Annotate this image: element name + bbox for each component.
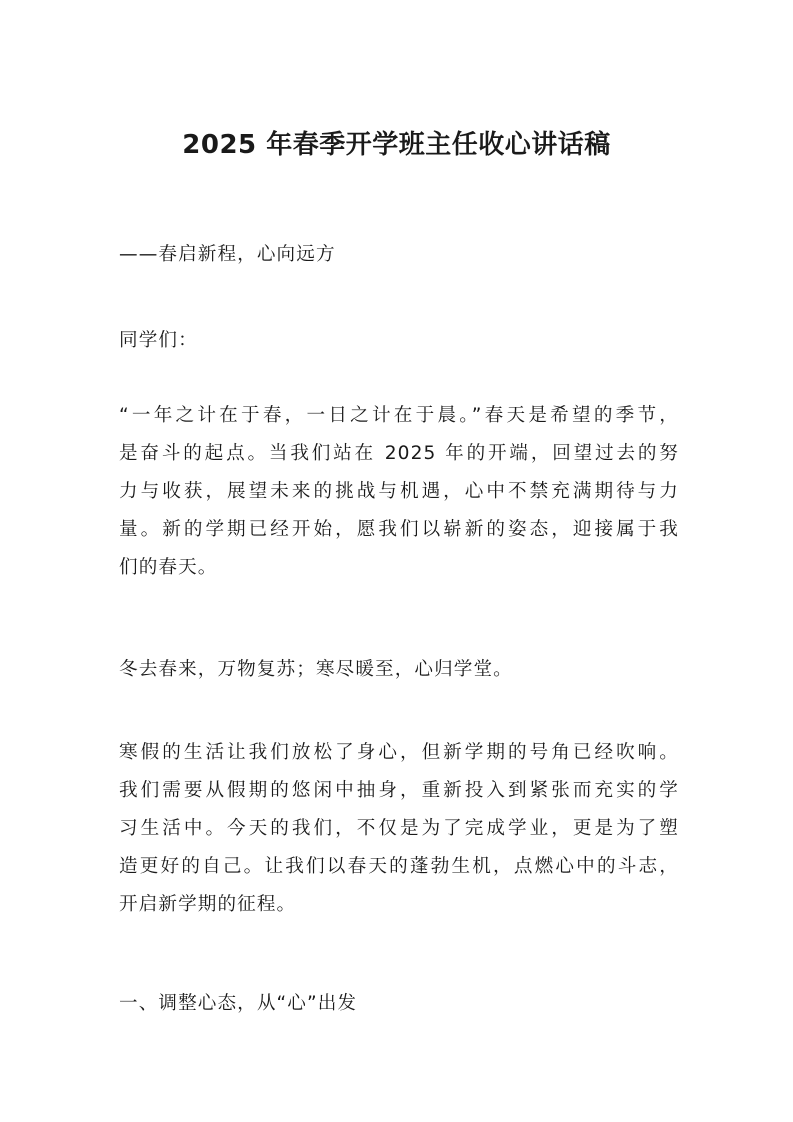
paragraph-line: 习生活中。今天的我们，不仅是为了完成学业，更是为了塑 xyxy=(119,818,679,839)
greeting xyxy=(119,322,679,360)
paragraph-2 xyxy=(119,651,679,689)
greeting-line: 同学们： xyxy=(119,330,198,351)
document-title: 2025 年春季开学班主任收心讲话稿 xyxy=(182,130,611,160)
section-heading xyxy=(119,985,679,1023)
section-heading-line: 一、调整心态，从“心”出发 xyxy=(119,993,358,1014)
paragraph-line: 寒假的生活让我们放松了身心，但新学期的号角已经吹响。 xyxy=(119,742,679,763)
paragraph-1 xyxy=(119,397,679,587)
subtitle-line: ——春启新程，心向远方 xyxy=(119,244,336,265)
paragraph-3 xyxy=(119,734,679,924)
paragraph-line: 是奋斗的起点。当我们站在 2025 年的开端，回望过去的努 xyxy=(119,443,679,464)
paragraph-line: 量。新的学期已经开始，愿我们以崭新的姿态，迎接属于我 xyxy=(119,519,679,540)
paragraph-line: 开启新学期的征程。 xyxy=(119,894,297,915)
paragraph-line: 们的春天。 xyxy=(119,557,218,578)
document-subtitle xyxy=(119,236,679,274)
paragraph-line: 冬去春来，万物复苏；寒尽暖至，心归学堂。 xyxy=(119,659,513,680)
paragraph-line: 我们需要从假期的悠闲中抽身，重新投入到紧张而充实的学 xyxy=(119,780,679,801)
paragraph-line: 力与收获，展望未来的挑战与机遇，心中不禁充满期待与力 xyxy=(119,481,679,502)
paragraph-line: “一年之计在于春，一日之计在于晨。”春天是希望的季节， xyxy=(119,405,679,426)
paragraph-line: 造更好的自己。让我们以春天的蓬勃生机，点燃心中的斗志， xyxy=(119,856,679,877)
